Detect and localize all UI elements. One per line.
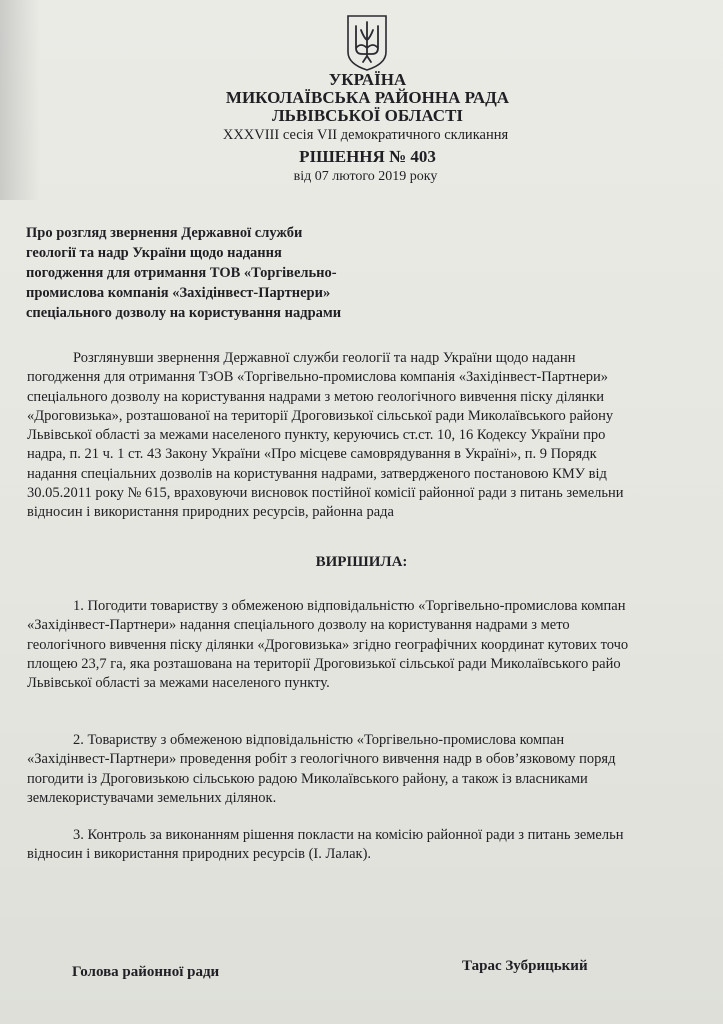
preamble-line: Львівської області за межами населеного пункту, керуючись ст.ст. 10, 16 Кодексу України про bbox=[27, 427, 606, 444]
preamble-line: спеціального дозволу на користування надрами з метою геологічного вивчення піску ділянки bbox=[27, 388, 605, 405]
item-line: 2. Товариству з обмеженою відповідальністю «Торгівельно-промислова компан bbox=[73, 732, 565, 748]
subject-line: промислова компанія «Західінвест-Партнери» bbox=[26, 285, 331, 301]
session-line: XXXVIII сесія VII демократичного скликання bbox=[222, 127, 509, 143]
decision-date: від 07 лютого 2019 року bbox=[293, 169, 438, 184]
item-line: 1. Погодити товариству з обмеженою відповідальністю «Торгівельно-промислова компан bbox=[73, 598, 626, 614]
signatory-title: Голова районної ради bbox=[72, 964, 220, 980]
preamble-paragraph bbox=[27, 349, 723, 523]
subject-line: геології та надр України щодо надання bbox=[26, 245, 282, 261]
country-heading: УКРАЇНА bbox=[328, 70, 407, 89]
decision-item-1 bbox=[27, 597, 723, 693]
item-line: погодити із Дроговизькою сільською радою Миколаївського району, а також із власниками bbox=[27, 770, 588, 787]
preamble-line: відносин і використання природних ресурсів, районна рада bbox=[27, 504, 394, 521]
preamble-line: Розглянувши звернення Державної служби геології та надр України щодо наданн bbox=[73, 350, 576, 366]
decision-number: РІШЕННЯ № 403 bbox=[299, 147, 436, 166]
item-line: 3. Контроль за виконанням рішення покласти на комісію районної ради з питань земельн bbox=[73, 827, 624, 843]
item-line: геологічного вивчення піску ділянки «Дроговизька» згідно географічних координат кутових точо bbox=[27, 636, 629, 653]
trident-emblem-icon bbox=[344, 12, 390, 72]
preamble-line: надра, п. 21 ч. 1 ст. 43 Закону України «Про місцеве самоврядування в Україні», п. 9 Порядк bbox=[27, 446, 597, 463]
preamble-line: надання спеціальних дозволів на користування надрами, затвердженого постановою КМУ від bbox=[27, 465, 607, 482]
decision-subject bbox=[26, 223, 406, 323]
subject-line: погодження для отримання ТОВ «Торгівельно- bbox=[26, 265, 337, 281]
subject-line: спеціального дозволу на користування надрами bbox=[26, 305, 342, 321]
decision-item-2 bbox=[27, 731, 723, 808]
preamble-line: погодження для отримання ТзОВ «Торгівельно-промислова компанія «Західінвест-Партнери» bbox=[27, 369, 609, 386]
item-line: «Західінвест-Партнери» проведення робіт з геологічного вивчення надр в обов’язковому поряд bbox=[27, 751, 616, 768]
decision-item-3 bbox=[27, 826, 723, 865]
item-line: площею 23,7 га, яка розташована на території Дроговизької сільської ради Миколаївського райо bbox=[27, 655, 621, 672]
subject-line: Про розгляд звернення Державної служби bbox=[26, 225, 303, 241]
region-heading: ЛЬВІВСЬКОЇ ОБЛАСТІ bbox=[271, 106, 464, 125]
item-line: «Західінвест-Партнери» надання спеціального дозволу на користування надрами з мето bbox=[27, 617, 570, 634]
item-line: відносин і використання природних ресурсів (І. Лалак). bbox=[27, 846, 372, 863]
signatory-name: Тарас Зубрицький bbox=[462, 958, 588, 974]
item-line: землекористувачами земельних ділянок. bbox=[27, 789, 277, 806]
preamble-line: 30.05.2011 року № 615, враховуючи висновок постійної комісії районної ради з питань земельни bbox=[27, 485, 624, 502]
item-line: Львівської області за межами населеного пункту. bbox=[27, 675, 330, 692]
council-heading: МИКОЛАЇВСЬКА РАЙОННА РАДА bbox=[225, 88, 510, 107]
preamble-line: «Дроговизька», розташованої на території Дроговизької сільської ради Миколаївського району bbox=[27, 407, 614, 424]
resolved-heading: ВИРІШИЛА: bbox=[315, 554, 408, 570]
